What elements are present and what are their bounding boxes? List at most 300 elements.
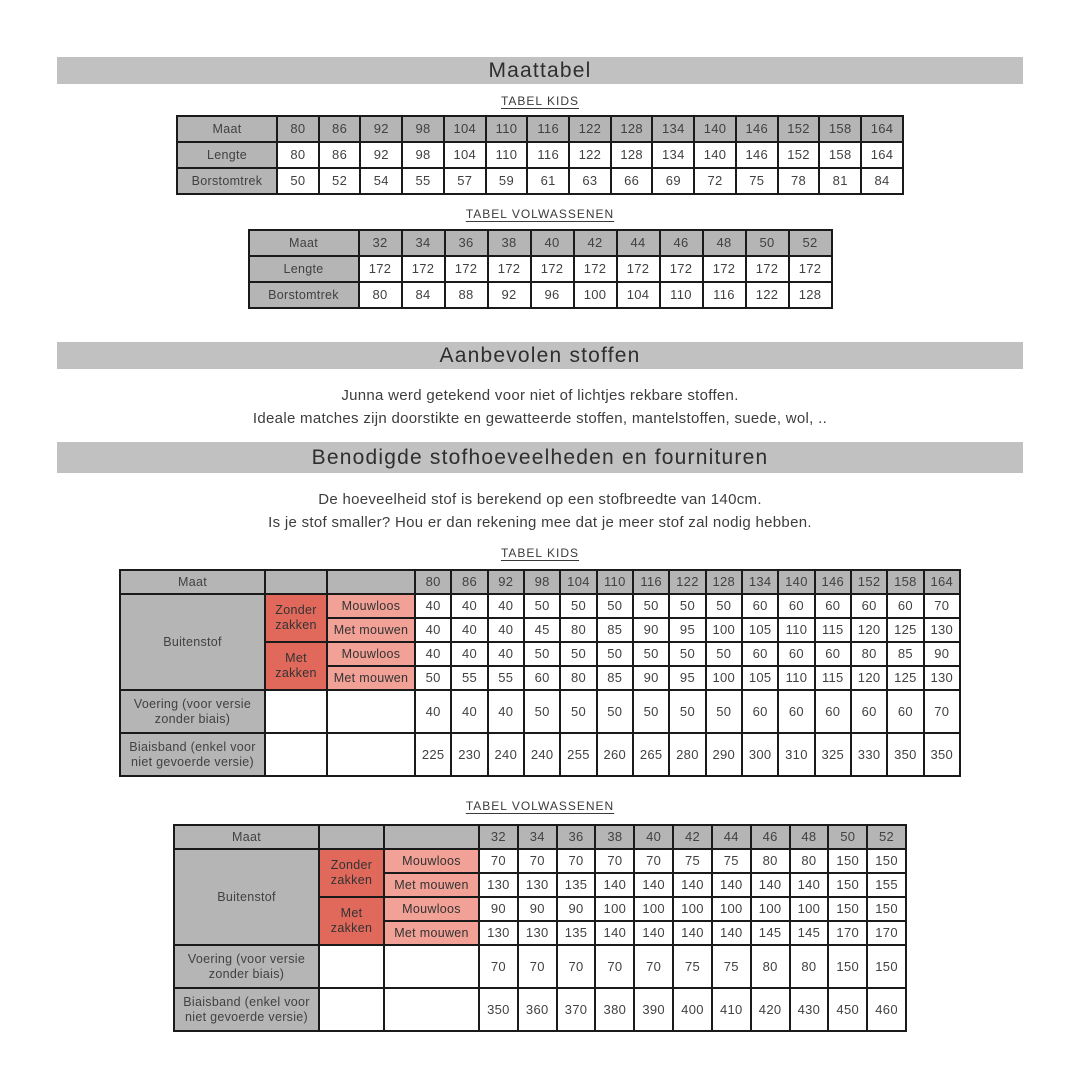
value-cell: 100 bbox=[574, 282, 617, 308]
value-cell: 70 bbox=[518, 945, 557, 988]
sub-header-mouwloos: Mouwloos bbox=[327, 642, 415, 666]
value-cell: 145 bbox=[790, 921, 829, 945]
kids-fabric-table bbox=[119, 569, 961, 777]
value-cell: 81 bbox=[819, 168, 861, 194]
value-cell: 155 bbox=[867, 873, 906, 897]
value-cell: 158 bbox=[819, 142, 861, 168]
empty-cell bbox=[319, 825, 384, 849]
value-cell: 50 bbox=[597, 690, 633, 733]
row-header-maat: Maat bbox=[177, 116, 277, 142]
value-cell: 69 bbox=[652, 168, 694, 194]
section-bar-maattabel bbox=[57, 57, 1023, 84]
value-cell: 90 bbox=[633, 618, 669, 642]
value-cell: 85 bbox=[597, 666, 633, 690]
row-header-buitenstof: Buitenstof bbox=[120, 594, 265, 690]
value-cell: 40 bbox=[451, 690, 487, 733]
empty-cell bbox=[265, 733, 327, 776]
size-header-cell: 36 bbox=[557, 825, 596, 849]
fabric-header-row bbox=[174, 825, 906, 849]
empty-cell bbox=[327, 733, 415, 776]
value-cell: 100 bbox=[706, 666, 742, 690]
value-cell: 80 bbox=[751, 849, 790, 873]
size-header-cell: 104 bbox=[560, 570, 596, 594]
size-header-cell: 50 bbox=[746, 230, 789, 256]
aanbevolen-text bbox=[57, 385, 1023, 430]
sub-header-mouwloos: Mouwloos bbox=[384, 897, 479, 921]
benodigde-text-line2: Is je stof smaller? Hou er dan rekening mee dat je meer stof zal nodig hebben. bbox=[268, 513, 812, 531]
value-cell: 80 bbox=[560, 618, 596, 642]
value-cell: 90 bbox=[633, 666, 669, 690]
value-cell: 72 bbox=[694, 168, 736, 194]
value-cell: 135 bbox=[557, 921, 596, 945]
value-cell: 50 bbox=[597, 642, 633, 666]
adult-fabric-table bbox=[173, 824, 907, 1032]
value-cell: 172 bbox=[660, 256, 703, 282]
empty-cell bbox=[319, 988, 384, 1031]
fabric-row-zonder-mouwloos bbox=[120, 594, 960, 618]
value-cell: 290 bbox=[706, 733, 742, 776]
section-bar-aanbevolen-stoffen bbox=[57, 342, 1023, 369]
value-cell: 130 bbox=[924, 618, 960, 642]
kids-size-table bbox=[176, 115, 904, 195]
benodigde-text-line1: De hoeveelheid stof is berekend op een stofbreedte van 140cm. bbox=[318, 491, 762, 508]
value-cell: 60 bbox=[742, 594, 778, 618]
value-cell: 460 bbox=[867, 988, 906, 1031]
table-row-borstomtrek bbox=[249, 282, 832, 308]
value-cell: 70 bbox=[557, 849, 596, 873]
value-cell: 84 bbox=[861, 168, 903, 194]
section-bar-benodigde bbox=[57, 442, 1023, 473]
value-cell: 50 bbox=[524, 642, 560, 666]
value-cell: 60 bbox=[778, 594, 814, 618]
value-cell: 280 bbox=[669, 733, 705, 776]
size-header-cell: 128 bbox=[706, 570, 742, 594]
value-cell: 54 bbox=[360, 168, 402, 194]
value-cell: 80 bbox=[751, 945, 790, 988]
size-header-cell: 158 bbox=[819, 116, 861, 142]
size-header-cell: 48 bbox=[703, 230, 746, 256]
value-cell: 60 bbox=[851, 594, 887, 618]
sub-header-mouwloos: Mouwloos bbox=[384, 849, 479, 873]
value-cell: 78 bbox=[778, 168, 820, 194]
value-cell: 63 bbox=[569, 168, 611, 194]
value-cell: 40 bbox=[415, 642, 451, 666]
benodigde-text bbox=[57, 489, 1023, 534]
value-cell: 380 bbox=[595, 988, 634, 1031]
value-cell: 92 bbox=[360, 142, 402, 168]
table-row-maat bbox=[249, 230, 832, 256]
value-cell: 146 bbox=[736, 142, 778, 168]
size-header-cell: 110 bbox=[597, 570, 633, 594]
value-cell: 40 bbox=[451, 618, 487, 642]
value-cell: 310 bbox=[778, 733, 814, 776]
value-cell: 170 bbox=[867, 921, 906, 945]
value-cell: 350 bbox=[924, 733, 960, 776]
value-cell: 50 bbox=[633, 642, 669, 666]
value-cell: 70 bbox=[924, 594, 960, 618]
value-cell: 85 bbox=[597, 618, 633, 642]
sub-header-met-mouwen: Met mouwen bbox=[384, 873, 479, 897]
value-cell: 40 bbox=[415, 594, 451, 618]
value-cell: 40 bbox=[451, 594, 487, 618]
value-cell: 110 bbox=[778, 618, 814, 642]
value-cell: 260 bbox=[597, 733, 633, 776]
value-cell: 50 bbox=[706, 642, 742, 666]
value-cell: 60 bbox=[742, 642, 778, 666]
value-cell: 172 bbox=[402, 256, 445, 282]
row-header-maat: Maat bbox=[249, 230, 359, 256]
value-cell: 60 bbox=[524, 666, 560, 690]
value-cell: 60 bbox=[815, 642, 851, 666]
empty-cell bbox=[327, 690, 415, 733]
value-cell: 105 bbox=[742, 618, 778, 642]
value-cell: 70 bbox=[557, 945, 596, 988]
group-header-met-zakken: Met zakken bbox=[319, 897, 384, 945]
value-cell: 57 bbox=[444, 168, 486, 194]
value-cell: 140 bbox=[595, 873, 634, 897]
value-cell: 430 bbox=[790, 988, 829, 1031]
size-header-cell: 86 bbox=[319, 116, 361, 142]
size-header-cell: 116 bbox=[527, 116, 569, 142]
value-cell: 52 bbox=[319, 168, 361, 194]
value-cell: 172 bbox=[574, 256, 617, 282]
row-header-lengte: Lengte bbox=[249, 256, 359, 282]
row-header-maat: Maat bbox=[120, 570, 265, 594]
fabric-header-row bbox=[120, 570, 960, 594]
size-header-cell: 38 bbox=[488, 230, 531, 256]
value-cell: 100 bbox=[595, 897, 634, 921]
size-header-cell: 146 bbox=[815, 570, 851, 594]
value-cell: 128 bbox=[789, 282, 832, 308]
row-header-biaisband: Biaisband (enkel voor niet gevoerde versie) bbox=[174, 988, 319, 1031]
size-header-cell: 44 bbox=[617, 230, 660, 256]
value-cell: 116 bbox=[703, 282, 746, 308]
size-header-cell: 46 bbox=[751, 825, 790, 849]
value-cell: 120 bbox=[851, 618, 887, 642]
value-cell: 50 bbox=[560, 594, 596, 618]
value-cell: 100 bbox=[706, 618, 742, 642]
value-cell: 50 bbox=[669, 594, 705, 618]
value-cell: 325 bbox=[815, 733, 851, 776]
size-header-cell: 164 bbox=[861, 116, 903, 142]
value-cell: 172 bbox=[488, 256, 531, 282]
value-cell: 110 bbox=[778, 666, 814, 690]
value-cell: 50 bbox=[524, 594, 560, 618]
value-cell: 134 bbox=[652, 142, 694, 168]
value-cell: 172 bbox=[703, 256, 746, 282]
empty-cell bbox=[319, 945, 384, 988]
value-cell: 70 bbox=[595, 945, 634, 988]
value-cell: 60 bbox=[815, 594, 851, 618]
table-row-lengte bbox=[249, 256, 832, 282]
value-cell: 50 bbox=[560, 690, 596, 733]
fabric-row-voering bbox=[174, 945, 906, 988]
value-cell: 350 bbox=[479, 988, 518, 1031]
value-cell: 100 bbox=[712, 897, 751, 921]
value-cell: 255 bbox=[560, 733, 596, 776]
group-header-zonder-zakken: Zonder zakken bbox=[265, 594, 327, 642]
row-header-biaisband: Biaisband (enkel voor niet gevoerde versie) bbox=[120, 733, 265, 776]
value-cell: 60 bbox=[851, 690, 887, 733]
value-cell: 80 bbox=[560, 666, 596, 690]
value-cell: 66 bbox=[611, 168, 653, 194]
fabric-row-zonder-mouwloos bbox=[174, 849, 906, 873]
value-cell: 80 bbox=[359, 282, 402, 308]
row-header-borstomtrek: Borstomtrek bbox=[249, 282, 359, 308]
value-cell: 95 bbox=[669, 618, 705, 642]
value-cell: 50 bbox=[560, 642, 596, 666]
value-cell: 50 bbox=[669, 690, 705, 733]
value-cell: 130 bbox=[518, 873, 557, 897]
value-cell: 172 bbox=[746, 256, 789, 282]
value-cell: 75 bbox=[712, 849, 751, 873]
sub-header-met-mouwen: Met mouwen bbox=[384, 921, 479, 945]
size-header-cell: 128 bbox=[611, 116, 653, 142]
value-cell: 50 bbox=[706, 594, 742, 618]
size-header-cell: 34 bbox=[518, 825, 557, 849]
value-cell: 350 bbox=[887, 733, 923, 776]
value-cell: 150 bbox=[828, 945, 867, 988]
value-cell: 130 bbox=[518, 921, 557, 945]
size-header-cell: 98 bbox=[524, 570, 560, 594]
value-cell: 98 bbox=[402, 142, 444, 168]
value-cell: 120 bbox=[851, 666, 887, 690]
value-cell: 70 bbox=[479, 849, 518, 873]
value-cell: 172 bbox=[789, 256, 832, 282]
value-cell: 172 bbox=[359, 256, 402, 282]
value-cell: 130 bbox=[479, 873, 518, 897]
value-cell: 130 bbox=[924, 666, 960, 690]
table-label-adult-fabric: TABEL VOLWASSENEN bbox=[465, 799, 615, 813]
row-header-borstomtrek: Borstomtrek bbox=[177, 168, 277, 194]
value-cell: 110 bbox=[660, 282, 703, 308]
value-cell: 105 bbox=[742, 666, 778, 690]
empty-cell bbox=[327, 570, 415, 594]
value-cell: 140 bbox=[694, 142, 736, 168]
value-cell: 40 bbox=[451, 642, 487, 666]
value-cell: 50 bbox=[669, 642, 705, 666]
value-cell: 164 bbox=[861, 142, 903, 168]
value-cell: 70 bbox=[479, 945, 518, 988]
size-header-cell: 152 bbox=[778, 116, 820, 142]
value-cell: 61 bbox=[527, 168, 569, 194]
value-cell: 410 bbox=[712, 988, 751, 1031]
value-cell: 80 bbox=[790, 849, 829, 873]
size-header-cell: 52 bbox=[789, 230, 832, 256]
adult-size-table bbox=[248, 229, 833, 309]
size-header-cell: 36 bbox=[445, 230, 488, 256]
row-header-lengte: Lengte bbox=[177, 142, 277, 168]
size-header-cell: 40 bbox=[634, 825, 673, 849]
value-cell: 100 bbox=[751, 897, 790, 921]
value-cell: 370 bbox=[557, 988, 596, 1031]
value-cell: 60 bbox=[778, 690, 814, 733]
row-header-buitenstof: Buitenstof bbox=[174, 849, 319, 945]
value-cell: 50 bbox=[633, 594, 669, 618]
value-cell: 40 bbox=[415, 690, 451, 733]
value-cell: 95 bbox=[669, 666, 705, 690]
group-header-zonder-zakken: Zonder zakken bbox=[319, 849, 384, 897]
value-cell: 86 bbox=[319, 142, 361, 168]
size-header-cell: 50 bbox=[828, 825, 867, 849]
value-cell: 115 bbox=[815, 666, 851, 690]
fabric-row-voering bbox=[120, 690, 960, 733]
value-cell: 55 bbox=[451, 666, 487, 690]
value-cell: 110 bbox=[486, 142, 528, 168]
value-cell: 122 bbox=[746, 282, 789, 308]
value-cell: 116 bbox=[527, 142, 569, 168]
value-cell: 172 bbox=[617, 256, 660, 282]
value-cell: 140 bbox=[634, 873, 673, 897]
size-header-cell: 48 bbox=[790, 825, 829, 849]
value-cell: 40 bbox=[488, 690, 524, 733]
table-row-maat bbox=[177, 116, 903, 142]
fabric-row-biaisband bbox=[120, 733, 960, 776]
value-cell: 130 bbox=[479, 921, 518, 945]
value-cell: 40 bbox=[415, 618, 451, 642]
value-cell: 100 bbox=[790, 897, 829, 921]
value-cell: 150 bbox=[828, 849, 867, 873]
value-cell: 40 bbox=[488, 594, 524, 618]
value-cell: 150 bbox=[828, 873, 867, 897]
size-header-cell: 134 bbox=[652, 116, 694, 142]
value-cell: 420 bbox=[751, 988, 790, 1031]
size-header-cell: 42 bbox=[673, 825, 712, 849]
section-title-maattabel: Maattabel bbox=[488, 58, 592, 82]
table-row-borstomtrek bbox=[177, 168, 903, 194]
value-cell: 55 bbox=[402, 168, 444, 194]
value-cell: 60 bbox=[742, 690, 778, 733]
value-cell: 50 bbox=[633, 690, 669, 733]
value-cell: 150 bbox=[867, 849, 906, 873]
value-cell: 70 bbox=[518, 849, 557, 873]
size-header-cell: 140 bbox=[694, 116, 736, 142]
value-cell: 100 bbox=[673, 897, 712, 921]
value-cell: 75 bbox=[712, 945, 751, 988]
value-cell: 140 bbox=[751, 873, 790, 897]
value-cell: 265 bbox=[633, 733, 669, 776]
section-title-aanbevolen: Aanbevolen stoffen bbox=[439, 343, 641, 367]
sub-header-met-mouwen: Met mouwen bbox=[327, 666, 415, 690]
size-header-cell: 80 bbox=[277, 116, 319, 142]
value-cell: 50 bbox=[706, 690, 742, 733]
sub-header-mouwloos: Mouwloos bbox=[327, 594, 415, 618]
value-cell: 40 bbox=[488, 642, 524, 666]
value-cell: 400 bbox=[673, 988, 712, 1031]
value-cell: 125 bbox=[887, 666, 923, 690]
value-cell: 240 bbox=[524, 733, 560, 776]
fabric-row-biaisband bbox=[174, 988, 906, 1031]
empty-cell bbox=[384, 825, 479, 849]
value-cell: 88 bbox=[445, 282, 488, 308]
value-cell: 230 bbox=[451, 733, 487, 776]
value-cell: 75 bbox=[673, 945, 712, 988]
value-cell: 104 bbox=[617, 282, 660, 308]
value-cell: 85 bbox=[887, 642, 923, 666]
size-header-cell: 80 bbox=[415, 570, 451, 594]
row-header-maat: Maat bbox=[174, 825, 319, 849]
value-cell: 55 bbox=[488, 666, 524, 690]
value-cell: 90 bbox=[518, 897, 557, 921]
value-cell: 100 bbox=[634, 897, 673, 921]
size-header-cell: 110 bbox=[486, 116, 528, 142]
value-cell: 128 bbox=[611, 142, 653, 168]
size-header-cell: 86 bbox=[451, 570, 487, 594]
value-cell: 140 bbox=[673, 921, 712, 945]
value-cell: 90 bbox=[479, 897, 518, 921]
size-header-cell: 104 bbox=[444, 116, 486, 142]
size-header-cell: 52 bbox=[867, 825, 906, 849]
value-cell: 300 bbox=[742, 733, 778, 776]
row-header-voering: Voering (voor versie zonder biais) bbox=[174, 945, 319, 988]
value-cell: 70 bbox=[924, 690, 960, 733]
empty-cell bbox=[384, 988, 479, 1031]
value-cell: 50 bbox=[524, 690, 560, 733]
value-cell: 140 bbox=[595, 921, 634, 945]
size-header-cell: 98 bbox=[402, 116, 444, 142]
value-cell: 140 bbox=[712, 873, 751, 897]
value-cell: 450 bbox=[828, 988, 867, 1031]
value-cell: 225 bbox=[415, 733, 451, 776]
value-cell: 122 bbox=[569, 142, 611, 168]
value-cell: 96 bbox=[531, 282, 574, 308]
value-cell: 170 bbox=[828, 921, 867, 945]
size-header-cell: 32 bbox=[359, 230, 402, 256]
section-title-benodigde: Benodigde stofhoeveelheden en fournituren bbox=[311, 445, 769, 469]
value-cell: 70 bbox=[634, 849, 673, 873]
value-cell: 50 bbox=[415, 666, 451, 690]
value-cell: 70 bbox=[634, 945, 673, 988]
size-header-cell: 42 bbox=[574, 230, 617, 256]
aanbevolen-text-line2: Ideale matches zijn doorstikte en gewatteerde stoffen, mantelstoffen, suede, wol, .. bbox=[252, 409, 828, 427]
size-header-cell: 152 bbox=[851, 570, 887, 594]
size-header-cell: 122 bbox=[669, 570, 705, 594]
value-cell: 330 bbox=[851, 733, 887, 776]
value-cell: 60 bbox=[887, 690, 923, 733]
value-cell: 140 bbox=[634, 921, 673, 945]
value-cell: 80 bbox=[277, 142, 319, 168]
empty-cell bbox=[265, 690, 327, 733]
size-header-cell: 38 bbox=[595, 825, 634, 849]
value-cell: 150 bbox=[867, 897, 906, 921]
value-cell: 150 bbox=[867, 945, 906, 988]
size-header-cell: 46 bbox=[660, 230, 703, 256]
value-cell: 115 bbox=[815, 618, 851, 642]
size-header-cell: 32 bbox=[479, 825, 518, 849]
value-cell: 240 bbox=[488, 733, 524, 776]
empty-cell bbox=[265, 570, 327, 594]
value-cell: 172 bbox=[531, 256, 574, 282]
empty-cell bbox=[384, 945, 479, 988]
value-cell: 140 bbox=[673, 873, 712, 897]
size-header-cell: 122 bbox=[569, 116, 611, 142]
size-header-cell: 158 bbox=[887, 570, 923, 594]
value-cell: 80 bbox=[851, 642, 887, 666]
value-cell: 75 bbox=[736, 168, 778, 194]
value-cell: 84 bbox=[402, 282, 445, 308]
row-header-voering: Voering (voor versie zonder biais) bbox=[120, 690, 265, 733]
value-cell: 172 bbox=[445, 256, 488, 282]
group-header-met-zakken: Met zakken bbox=[265, 642, 327, 690]
value-cell: 150 bbox=[828, 897, 867, 921]
size-header-cell: 34 bbox=[402, 230, 445, 256]
value-cell: 145 bbox=[751, 921, 790, 945]
value-cell: 360 bbox=[518, 988, 557, 1031]
aanbevolen-text-line1: Junna werd getekend voor niet of lichtjes rekbare stoffen. bbox=[341, 387, 739, 404]
value-cell: 59 bbox=[486, 168, 528, 194]
value-cell: 140 bbox=[712, 921, 751, 945]
size-header-cell: 40 bbox=[531, 230, 574, 256]
